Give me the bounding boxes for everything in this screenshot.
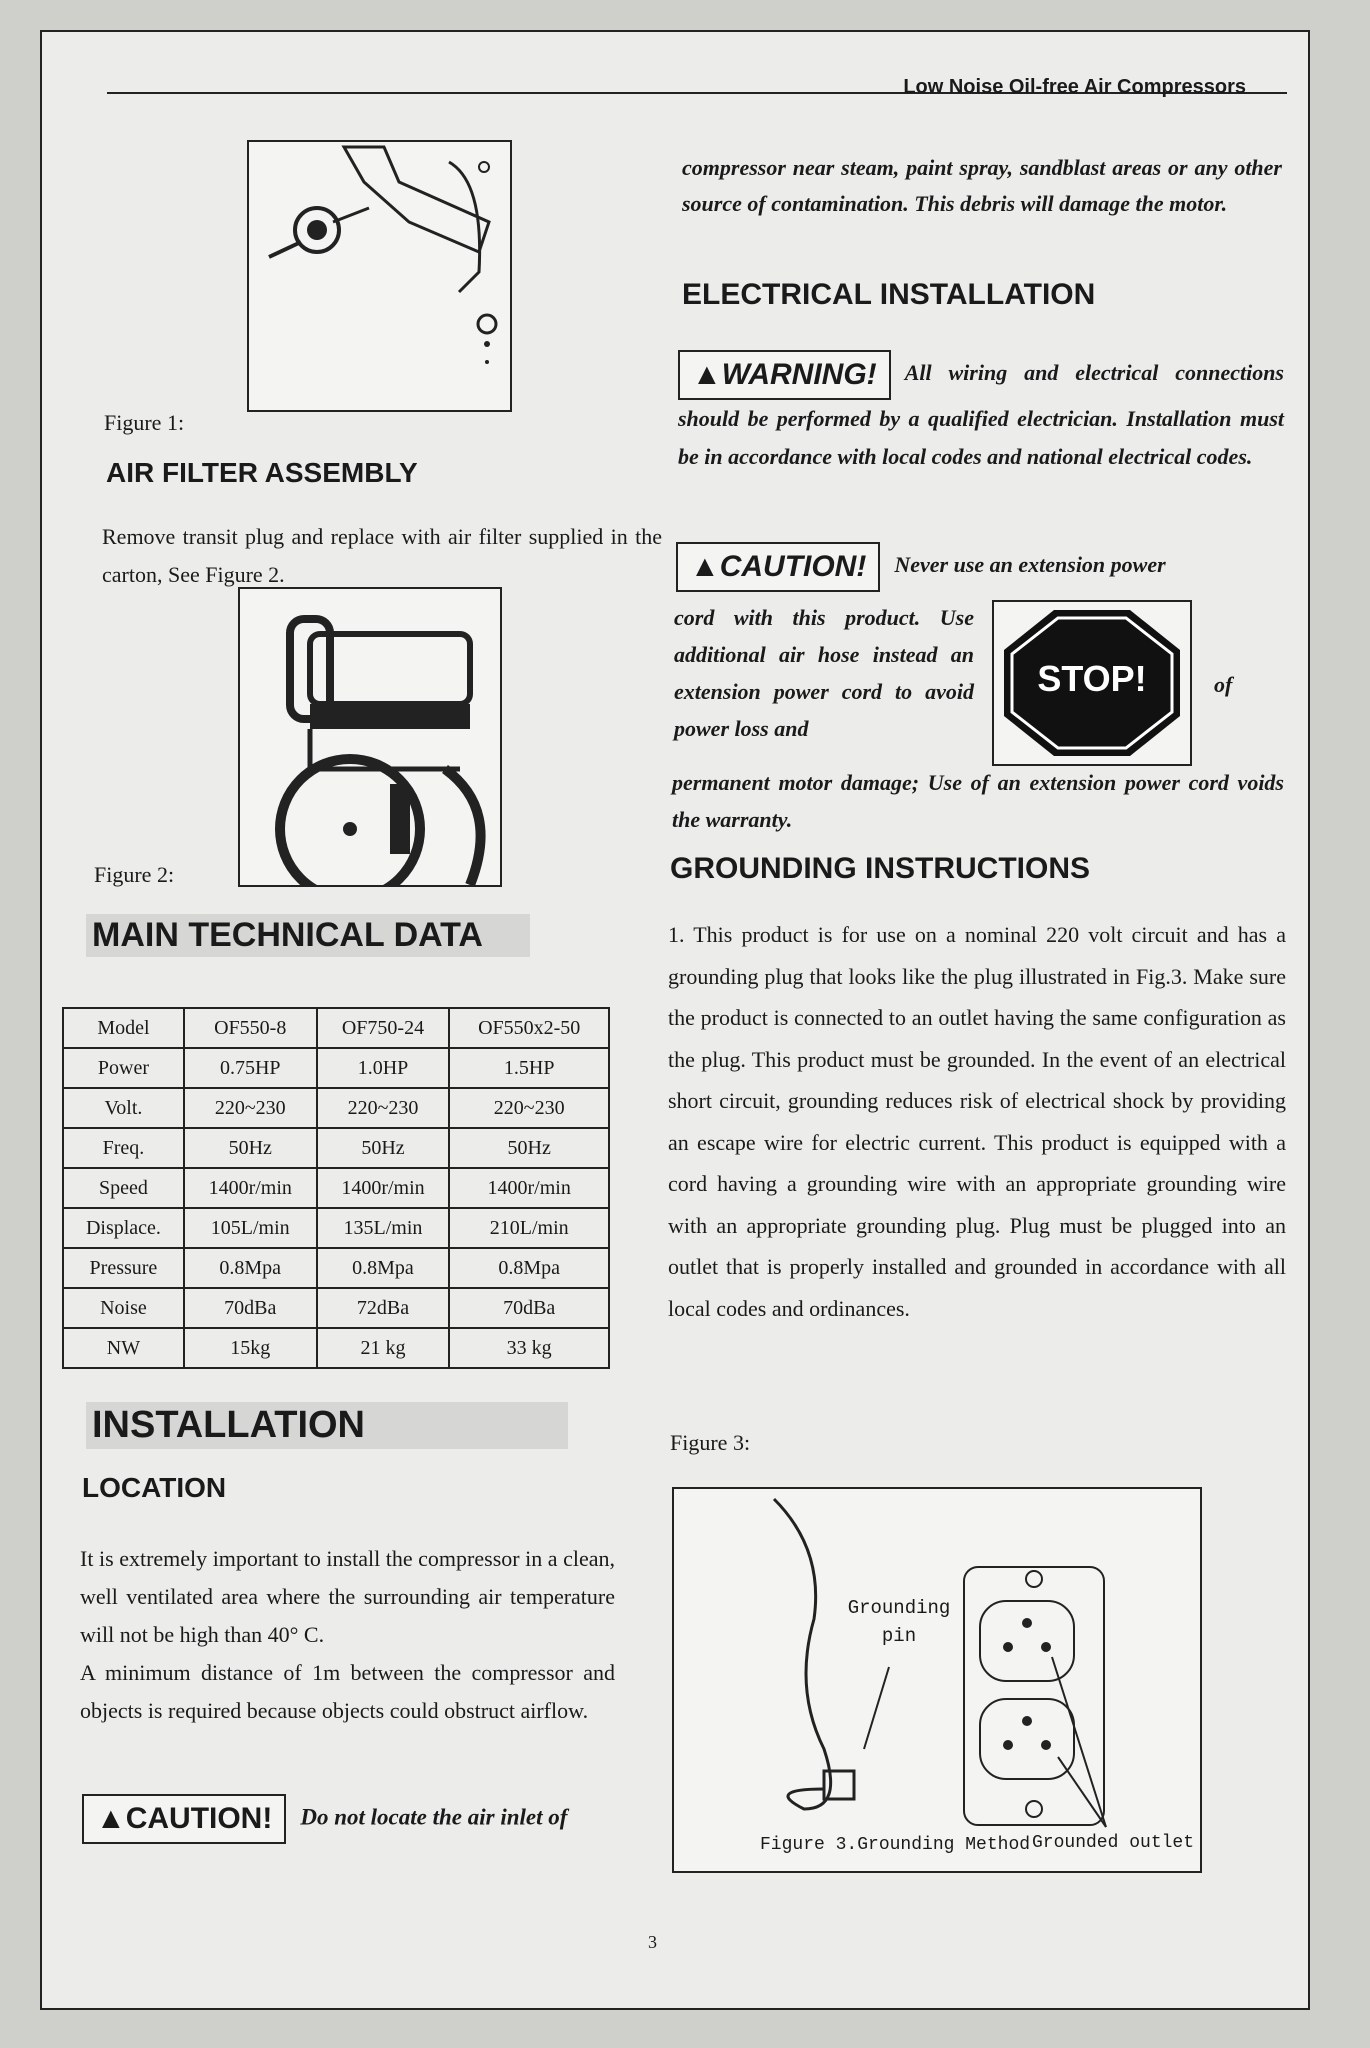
figure-2-image [238,587,502,887]
spec-cell: 72dBa [317,1288,450,1328]
main-data-heading: MAIN TECHNICAL DATA [86,914,530,957]
caution-of: of [1214,672,1233,697]
spec-header-cell: OF550x2-50 [449,1008,609,1048]
spec-cell: 1.0HP [317,1048,450,1088]
spec-cell: 50Hz [449,1128,609,1168]
figure-3-image [672,1487,1202,1873]
spec-cell: 220~230 [317,1088,450,1128]
location-text-2: A minimum distance of 1m between the compressor and objects is required because objects could obstruct airflow. [80,1660,615,1723]
spec-cell: Displace. [63,1208,184,1248]
spec-cell: Pressure [63,1248,184,1288]
grounding-pin-label: Grounding pin [847,1597,951,1647]
install-caution [82,1794,642,1844]
air-filter-heading: AIR FILTER ASSEMBLY [106,457,418,488]
figure-3-caption: Figure 3.Grounding Method [760,1835,1031,1855]
spec-row [63,1168,609,1208]
spec-cell: Volt. [63,1088,184,1128]
figure-1-image [247,140,512,412]
spec-cell: 1400r/min [449,1168,609,1208]
spec-cell: 70dBa [449,1288,609,1328]
grounding-text: 1. This product is for use on a nominal 220 volt circuit and has a grounding plug that looks like the plug illustrated in Fig.3. Make sure the product is connected to an outlet having the same configuration as the plug. This product must be grounded. In the event of an electrical short circuit, grounding reduces risk of electrical shock by providing an escape wire for electric current. This product is equipped with a cord having a grounding wire with an appropriate grounding wire with an appropriate grounding plug. Plug must be plugged into an outlet that is properly installed and grounded in accordance with all local codes and ordinances. [668,922,1286,1321]
spec-cell: 135L/min [317,1208,450,1248]
spec-row [63,1248,609,1288]
spec-cell: 1400r/min [184,1168,317,1208]
spec-row [63,1128,609,1168]
spec-header-cell: OF550-8 [184,1008,317,1048]
installation-heading: INSTALLATION [86,1402,568,1449]
grounding-heading: GROUNDING INSTRUCTIONS [670,852,1090,885]
spec-cell: 33 kg [449,1328,609,1368]
spec-cell: 210L/min [449,1208,609,1248]
figure-1-label: Figure 1: [104,410,185,435]
spec-table [62,1007,610,1369]
spec-cell: 220~230 [184,1088,317,1128]
spec-cell: Power [63,1048,184,1088]
spec-cell: 50Hz [184,1128,317,1168]
install-caution-badge: ▲CAUTION! [82,1794,286,1844]
electrical-heading: ELECTRICAL INSTALLATION [682,278,1096,311]
spec-cell: 0.8Mpa [449,1248,609,1288]
manual-page [40,30,1310,2010]
spec-header-row [63,1008,609,1048]
spec-cell: Noise [63,1288,184,1328]
spec-header-cell: OF750-24 [317,1008,450,1048]
grounded-outlet-label: Grounded outlet [1032,1833,1195,1853]
caution-badge: ▲CAUTION! [676,542,880,592]
spec-cell: 70dBa [184,1288,317,1328]
warning-badge: ▲WARNING! [678,350,891,400]
figure-2-label: Figure 2: [94,862,175,887]
spec-cell: 1.5HP [449,1048,609,1088]
location-text-1: It is extremely important to install the compressor in a clean, well ventilated area where the surrounding air temperature will not be high than 40° C. [80,1546,615,1647]
figure-3-label: Figure 3: [670,1430,751,1455]
spec-row [63,1328,609,1368]
spec-row [63,1048,609,1088]
spec-header-cell: Model [63,1008,184,1048]
spec-cell: Freq. [63,1128,184,1168]
air-filter-text: Remove transit plug and replace with air filter supplied in the carton, See Figure 2. [102,524,662,587]
contamination-text: compressor near steam, paint spray, sandblast areas or any other source of contamination. This debris will damage the motor. [682,155,1282,216]
spec-cell: Speed [63,1168,184,1208]
warning-text: All wiring and electrical connections should be performed by a qualified electrician. Installation must be in accordance with local codes and national electrical codes. [678,360,1284,469]
location-heading: LOCATION [82,1472,227,1503]
install-caution-text: Do not locate the air inlet of [300,1804,568,1830]
spec-cell: 0.75HP [184,1048,317,1088]
spec-cell: 220~230 [449,1088,609,1128]
spec-cell: 15kg [184,1328,317,1368]
spec-row [63,1208,609,1248]
spec-cell: 105L/min [184,1208,317,1248]
spec-cell: 21 kg [317,1328,450,1368]
caution-line [676,542,1286,592]
stop-sign-text: STOP! [1037,658,1147,699]
warning-block [678,350,1284,476]
spec-cell: NW [63,1328,184,1368]
page-number: 3 [648,1932,657,1952]
caution-text-a: Never use an extension power [894,552,1166,578]
spec-cell: 50Hz [317,1128,450,1168]
stop-sign-box [992,600,1192,766]
spec-cell: 1400r/min [317,1168,450,1208]
caution-text-c: permanent motor damage; Use of an extension power cord voids the warranty. [672,770,1284,832]
caution-text-b: cord with this product. Use additional air hose instead an extension power cord to avoid power loss and [674,605,974,741]
spec-cell: 0.8Mpa [317,1248,450,1288]
spec-cell: 0.8Mpa [184,1248,317,1288]
spec-row [63,1288,609,1328]
header-title: Low Noise Oil-free Air Compressors [903,76,1246,98]
spec-row [63,1088,609,1128]
